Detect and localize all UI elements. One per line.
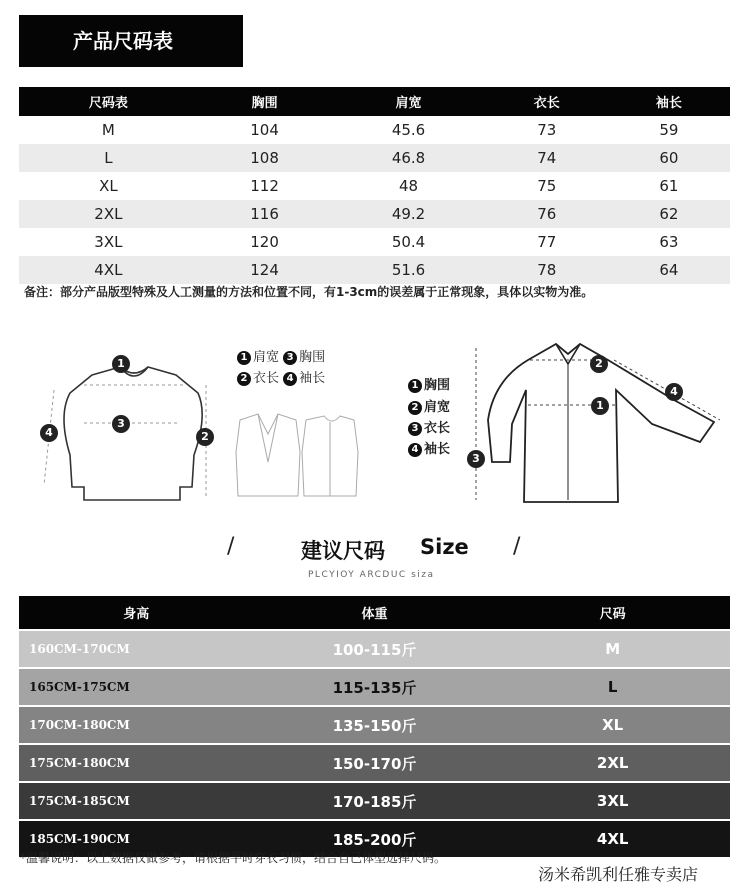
table-row xyxy=(19,744,730,782)
legend-num: 2 xyxy=(408,401,422,415)
legend-label: 袖长 xyxy=(424,442,451,457)
cell-sleeve: 61 xyxy=(659,177,679,195)
table-row xyxy=(19,668,730,706)
header-weight: 体重 xyxy=(254,596,496,630)
table-row xyxy=(19,228,730,256)
store-name: 汤米希凯利任雅专卖店 xyxy=(538,865,699,884)
table-row xyxy=(19,630,730,668)
size-table xyxy=(19,87,730,284)
legend-label: 肩宽 xyxy=(424,400,451,415)
cell-weight: 135-150斤 xyxy=(254,706,496,744)
cell-chest: 124 xyxy=(198,256,332,284)
cell-shoulder: 51.6 xyxy=(331,256,485,284)
header-shoulder: 肩宽 xyxy=(331,87,485,116)
marker-shoulder-right: 2 xyxy=(590,355,608,373)
legend-label: 胸围 xyxy=(424,378,451,393)
cell-length: 77 xyxy=(537,233,557,251)
cell-chest: 104 xyxy=(250,121,279,139)
cell-shoulder: 45.6 xyxy=(391,121,426,139)
cell-size: L xyxy=(495,668,730,706)
cell-weight: 150-170斤 xyxy=(254,744,496,782)
table-row xyxy=(19,706,730,744)
cell-chest: 112 xyxy=(250,177,279,195)
table-row xyxy=(19,116,730,144)
legend-num: 3 xyxy=(283,351,297,365)
marker-chest: 3 xyxy=(112,415,130,433)
header-chest: 胸围 xyxy=(198,87,332,116)
cell-height: 170CM-180CM xyxy=(19,706,254,744)
cell-sleeve: 60 xyxy=(608,144,730,172)
cell-size: 4XL xyxy=(495,820,730,857)
header-sleeve: 袖长 xyxy=(608,87,730,116)
cell-height: 165CM-175CM xyxy=(19,668,254,706)
legend-label: 袖长 xyxy=(299,371,326,386)
cell-size: M xyxy=(101,121,115,139)
legend-num: 1 xyxy=(237,351,251,365)
size-table-header xyxy=(19,87,730,116)
header-length: 衣长 xyxy=(486,87,608,116)
marker-chest-right: 1 xyxy=(591,397,609,415)
cell-size: 2XL xyxy=(495,744,730,782)
cell-chest: 108 xyxy=(198,144,332,172)
legend-label: 胸围 xyxy=(299,350,326,365)
heading-slash-left: / xyxy=(227,534,235,559)
table-row xyxy=(19,144,730,172)
recommend-title-en: Size xyxy=(420,535,469,559)
measurement-note: 备注：部分产品版型特殊及人工测量的方法和位置不同，有1-3cm的误差属于正常现象，具体以实物为准。 xyxy=(24,285,594,299)
cell-shoulder: 48 xyxy=(398,177,419,195)
legend-right-1 xyxy=(408,374,450,393)
cell-length: 73 xyxy=(537,121,557,139)
page-title: 产品尺码表 xyxy=(19,15,243,67)
marker-length-right: 3 xyxy=(467,450,485,468)
cell-height: 175CM-185CM xyxy=(19,782,254,820)
table-row xyxy=(19,256,730,284)
recommend-table xyxy=(19,596,730,857)
marker-shoulder: 1 xyxy=(112,355,130,373)
header-height: 身高 xyxy=(19,596,254,630)
legend-num: 1 xyxy=(408,379,422,393)
legend-num: 3 xyxy=(408,422,422,436)
cell-shoulder: 50.4 xyxy=(391,233,426,251)
recommend-header xyxy=(19,596,730,630)
sweater-outline xyxy=(64,367,202,500)
cell-height: 175CM-180CM xyxy=(19,744,254,782)
cell-weight: 115-135斤 xyxy=(254,668,496,706)
cell-height: 160CM-170CM xyxy=(19,630,254,668)
table-row xyxy=(19,172,730,200)
cell-weight: 170-185斤 xyxy=(254,782,496,820)
cell-sleeve: 63 xyxy=(659,233,679,251)
cell-length: 76 xyxy=(486,200,608,228)
heading-slash-right: / xyxy=(513,534,521,559)
blazer-sketch xyxy=(236,414,300,496)
legend-label: 衣长 xyxy=(424,421,451,436)
cell-weight: 185-200斤 xyxy=(254,820,496,857)
cell-length: 75 xyxy=(537,177,557,195)
cell-length: 74 xyxy=(486,144,608,172)
cell-size: 3XL xyxy=(495,782,730,820)
marker-length: 2 xyxy=(196,428,214,446)
table-row xyxy=(19,782,730,820)
cell-length: 78 xyxy=(486,256,608,284)
header-size: 尺码表 xyxy=(19,87,198,116)
header-size: 尺码 xyxy=(495,596,730,630)
cell-chest: 116 xyxy=(198,200,332,228)
legend-left-row1 xyxy=(237,346,325,365)
legend-label: 肩宽 xyxy=(253,350,280,365)
cell-size: L xyxy=(19,144,198,172)
legend-right-2 xyxy=(408,396,450,415)
cell-sleeve: 62 xyxy=(608,200,730,228)
legend-num: 4 xyxy=(283,372,297,386)
footer-tip: *温馨说明：以上数据仅做参考，请根据平时穿衣习惯，结合自己体型选择尺码。 xyxy=(20,851,447,865)
cell-size: XL xyxy=(495,706,730,744)
jacket-sketches xyxy=(220,412,360,502)
cell-size: 4XL xyxy=(19,256,198,284)
cell-shoulder: 46.8 xyxy=(331,144,485,172)
cell-height: 185CM-190CM xyxy=(19,820,254,857)
cell-sleeve: 59 xyxy=(659,121,679,139)
recommend-title: 建议尺码 xyxy=(301,539,385,563)
cell-size: 2XL xyxy=(19,200,198,228)
legend-num: 2 xyxy=(237,372,251,386)
table-row xyxy=(19,200,730,228)
cell-shoulder: 49.2 xyxy=(331,200,485,228)
cell-chest: 120 xyxy=(250,233,279,251)
cell-size: XL xyxy=(99,177,118,195)
marker-sleeve: 4 xyxy=(40,424,58,442)
legend-label: 衣长 xyxy=(253,371,280,386)
recommend-subtitle: PLCYIOY ARCDUC siza xyxy=(308,570,435,580)
legend-right-4 xyxy=(408,438,450,457)
marker-sleeve-right: 4 xyxy=(665,383,683,401)
cell-size: M xyxy=(495,630,730,668)
cell-weight: 100-115斤 xyxy=(254,630,496,668)
cell-sleeve: 64 xyxy=(608,256,730,284)
cell-size: 3XL xyxy=(94,233,123,251)
legend-right-3 xyxy=(408,417,450,436)
legend-left-row2 xyxy=(237,367,325,386)
legend-num: 4 xyxy=(408,443,422,457)
